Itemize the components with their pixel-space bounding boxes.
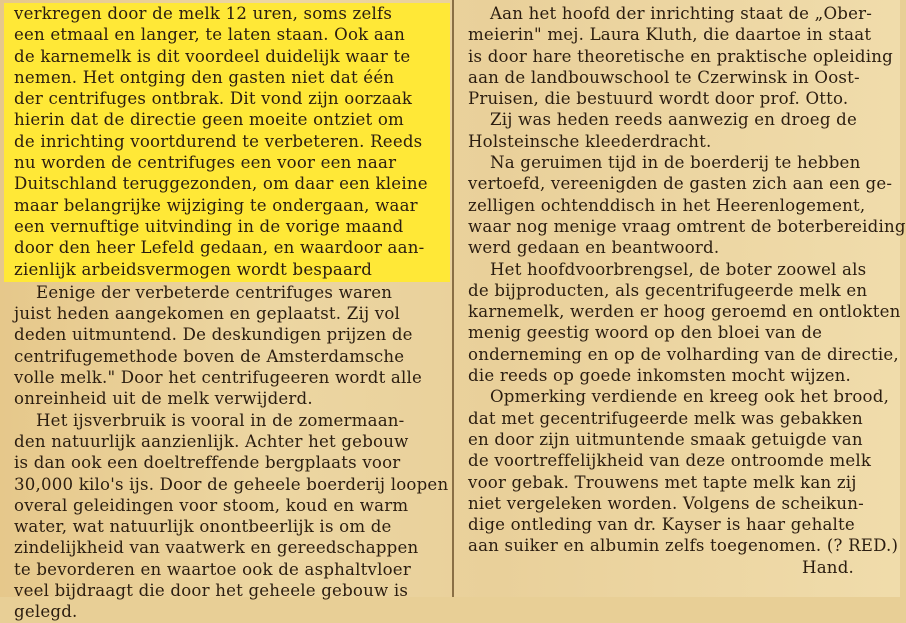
text-line: en door zijn uitmuntende smaak getuigde van <box>468 429 863 449</box>
text-line: een vernuftige uitvinding in de vorige maand <box>14 216 404 236</box>
text-line: die reeds op goede inkomsten mocht wijzen. <box>468 366 852 386</box>
text-line: de inrichting voortdurend te verbeteren. Reeds <box>14 131 423 151</box>
text-line: Zij was heden reeds aanwezig en droeg de <box>490 110 857 130</box>
text-line: veel bijdraagt die door het geheele gebouw is <box>14 581 409 601</box>
text-line: Opmerking verdiende en kreeg ook het brood, <box>490 387 890 407</box>
text-line: meierin" mej. Laura Kluth, die daartoe in staat <box>468 25 872 45</box>
text-line: vertoefd, vereenigden de gasten zich aan een ge- <box>468 174 893 194</box>
text-line: werd gedaan en beantwoord. <box>468 238 720 258</box>
text-line: Na geruimen tijd in de boerderij te hebben <box>490 153 861 173</box>
text-line: een etmaal en langer, te laten staan. Ook aan <box>14 25 405 45</box>
text-line: verkregen door de melk 12 uren, soms zelfs <box>14 4 393 23</box>
paragraph-breakfast <box>468 152 906 258</box>
text-line: zindelijkheid van vaatwerk en gereedschappen <box>14 538 419 558</box>
text-line: centrifugemethode boven de Amsterdamsche <box>14 346 405 366</box>
text-line: de voortreffelijkheid van deze ontroomde melk <box>468 451 872 471</box>
text-line: dige ontleding van dr. Kayser is haar gehalte <box>468 515 855 535</box>
text-line: nemen. Het ontging den gasten niet dat één <box>14 67 395 87</box>
right-column <box>468 3 906 595</box>
text-line: Het ijsverbruik is vooral in de zomermaan- <box>36 410 405 430</box>
text-line: nu worden de centrifuges een voor een naar <box>14 153 397 173</box>
left-column <box>14 3 449 622</box>
text-line: Aan het hoofd der inrichting staat de „Ober- <box>490 4 873 23</box>
text-line: volle melk." Door het centrifugeeren wordt alle <box>14 368 423 388</box>
text-line: overal geleidingen voor stoom, koud en warm <box>14 495 409 515</box>
text-line: deden uitmuntend. De deskundigen prijzen de <box>14 325 413 345</box>
text-line: den natuurlijk aanzienlijk. Achter het gebouw <box>14 431 409 451</box>
paragraph-ice-usage <box>14 410 449 623</box>
text-line: waar nog menige vraag omtrent de boterbereiding <box>468 216 906 236</box>
text-line: 30,000 kilo's ijs. Door de geheele boerderij loopen <box>14 474 449 494</box>
text-line: Pruisen, die bestuurd wordt door prof. Otto. <box>468 89 849 109</box>
paragraph-butter <box>468 259 901 387</box>
text-line: door den heer Lefeld gedaan, en waardoor aan- <box>14 238 425 258</box>
text-line: onreinheid uit de melk verwijderd. <box>14 389 313 409</box>
highlighted-paragraph <box>4 3 450 282</box>
text-line: zelligen ochtenddisch in het Heerenlogement, <box>468 195 866 215</box>
column-divider <box>452 0 454 597</box>
text-line: onderneming en op de volharding van de directie, <box>468 344 899 364</box>
text-line: te bevorderen en waartoe ook de asphaltvloer <box>14 559 411 579</box>
paragraph-bread <box>468 386 899 556</box>
text-line: maar belangrijke wijziging te ondergaan, waar <box>14 195 418 215</box>
text-line: aan de landbouwschool te Czerwinsk in Oost- <box>468 67 860 87</box>
text-line: gelegd. <box>14 602 78 622</box>
text-line: is door hare theoretische en praktische opleiding <box>468 46 893 66</box>
text-line: de karnemelk is dit voordeel duidelijk waar te <box>14 46 411 66</box>
text-line: Holsteinsche kleederdracht. <box>468 131 712 151</box>
text-line: Eenige der verbeterde centrifuges waren <box>36 282 393 302</box>
text-line: menig geestig woord op den bloei van de <box>468 323 823 343</box>
text-line: zienlijk arbeidsvermogen wordt bespaard <box>14 259 373 279</box>
text-line: dat met gecentrifugeerde melk was gebakken <box>468 408 863 428</box>
text-line: hierin dat de directie geen moeite ontziet om <box>14 110 404 130</box>
text-line: niet vergeleken worden. Volgens de scheikun- <box>468 493 864 513</box>
paragraph-obermeierin <box>468 3 892 109</box>
text-line: de bijproducten, als gecentrifugeerde melk en <box>468 280 868 300</box>
text-line: karnemelk, werden er hoog geroemd en ontlokten <box>468 302 901 322</box>
text-line: juist heden aangekomen en geplaatst. Zij vol <box>14 304 401 324</box>
signature: Hand. <box>802 557 854 577</box>
text-line: voor gebak. Trouwens met tapte melk kan zij <box>468 472 857 492</box>
text-line: water, wat natuurlijk onontbeerlijk is om de <box>14 517 392 537</box>
paragraph-dress <box>468 109 892 152</box>
text-line: Het hoofdvoorbrengsel, de boter zoowel als <box>490 259 867 279</box>
text-line: Duitschland teruggezonden, om daar een kleine <box>14 174 428 194</box>
text-line: der centrifuges ontbrak. Dit vond zijn oorzaak <box>14 89 413 109</box>
paragraph-centrifuges <box>14 282 442 410</box>
text-line: is dan ook een doeltreffende bergplaats voor <box>14 453 401 473</box>
text-line: aan suiker en albumin zelfs toegenomen. (? RED.) <box>468 536 899 556</box>
